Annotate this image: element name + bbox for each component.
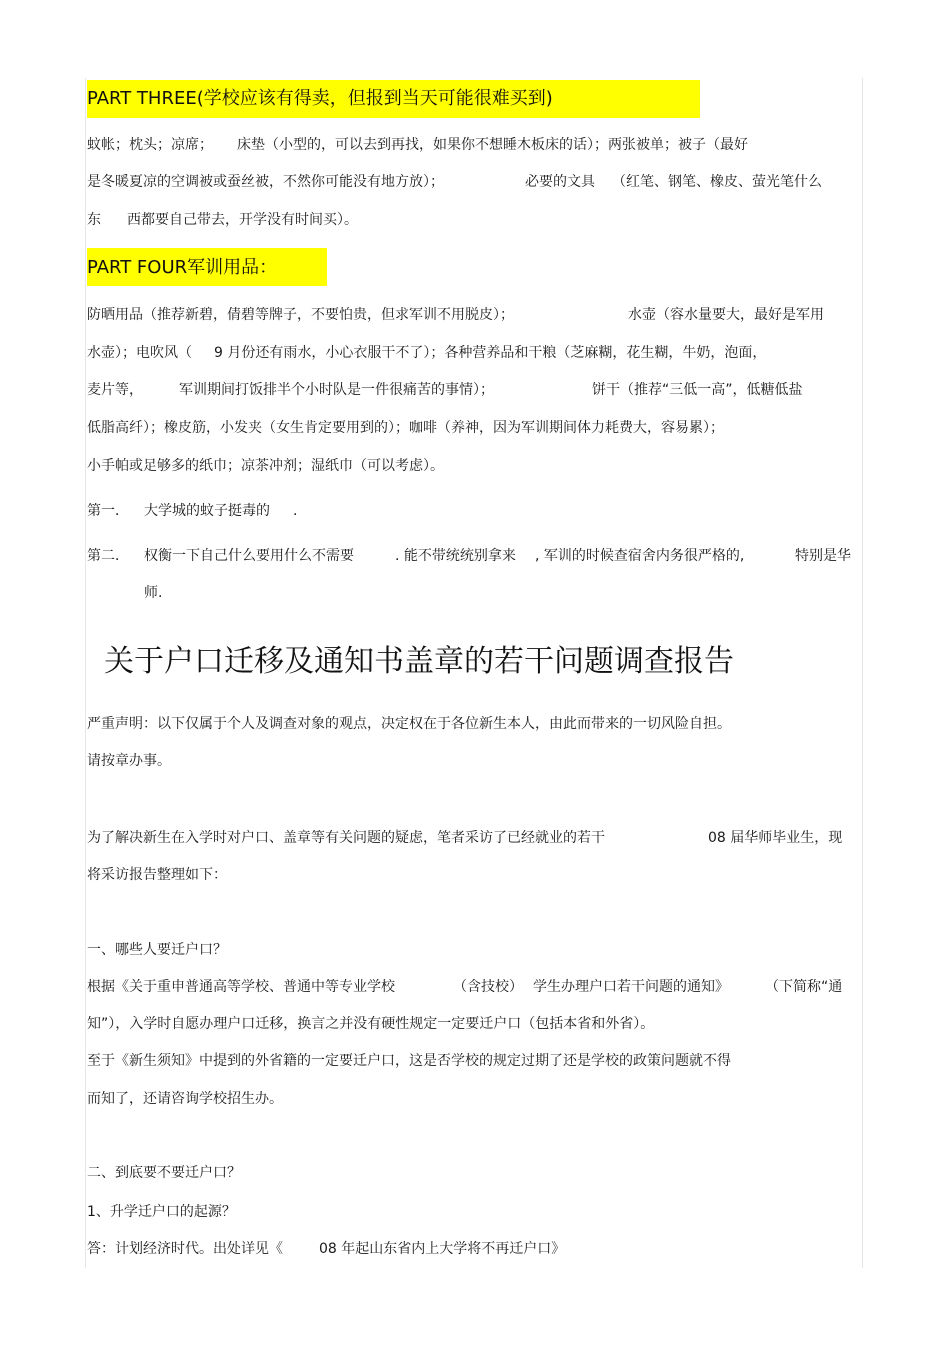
question-2-sub-1: 1、升学迁户口的起源？: [87, 1204, 236, 1220]
part-four-heading: PART FOUR军训用品：: [87, 257, 278, 278]
question-2-heading: 二、到底要不要迁户口？: [87, 1165, 241, 1181]
para-1-line-4: 而知了，还请咨询学校招生办。: [87, 1091, 283, 1107]
part-three-line-2-c: （红笔、钢笔、橡皮、萤光笔什么: [612, 174, 822, 190]
part-four-line-3-a: 麦片等，: [87, 382, 143, 398]
part-three-line-1-b: 床垫（小型的，可以去到再找，如果你不想睡木板床的话）；两张被单；被子（最好: [237, 137, 748, 153]
part-three-line-3-b: 西都要自己带去，开学没有时间买）。: [127, 212, 358, 228]
answer-1-b: 08 年起山东省内上大学将不再迁户口》: [319, 1241, 566, 1257]
part-four-line-3-c: 饼干（推荐“三低一高”，低糖低盐: [592, 382, 803, 398]
para-1-line-2: 知”），入学时自愿办理户口迁移，换言之并没有硬性规定一定要迁户口（包括本省和外省）。: [87, 1016, 655, 1032]
para-1-b: （含技校）: [453, 979, 523, 995]
part-four-line-5: 小手帕或足够多的纸巾；凉茶冲剂；湿纸巾（可以考虑）。: [87, 458, 444, 474]
note-1-label: 第一．: [87, 503, 129, 519]
part-four-line-1-a: 防晒用品（推荐新碧，倩碧等牌子，不要怕贵，但求军训不用脱皮）；: [87, 307, 514, 323]
intro-line-2: 将采访报告整理如下：: [87, 867, 227, 883]
page-border-left: [85, 78, 86, 1268]
note-2-b: . 能不带统统别拿来: [395, 548, 516, 564]
question-1-heading: 一、哪些人要迁户口？: [87, 942, 227, 958]
note-2-d: 特别是华: [795, 548, 851, 564]
part-four-line-2-a: 水壶）；电吹风（: [87, 345, 192, 361]
intro-line-1-b: 08 届华师毕业生，现: [708, 830, 843, 846]
declaration: 严重声明：以下仅属于个人及调查对象的观点，决定权在于各位新生本人，由此而带来的一切风险自担。: [87, 716, 731, 732]
report-title: 关于户口迁移及通知书盖章的若干问题调查报告: [104, 644, 734, 679]
part-three-line-2-a: 是冬暖夏凉的空调被或蚕丝被，不然你可能没有地方放）；: [87, 174, 444, 190]
part-four-line-2-b: 9 月份还有雨水，小心衣服干不了）；各种营养品和干粮（芝麻糊，花生糊，牛奶，泡面，: [214, 345, 767, 361]
para-1-c: 学生办理户口若干问题的通知》: [533, 979, 729, 995]
answer-1-a: 答：计划经济时代。出处详见《: [87, 1241, 283, 1257]
page-border-right: [862, 78, 863, 1268]
part-four-line-3-b: 军训期间打饭排半个小时队是一件很痛苦的事情）；: [179, 382, 494, 398]
para-1-a: 根据《关于重申普通高等学校、普通中等专业学校: [87, 979, 395, 995]
para-1-d: （下简称“通: [765, 979, 843, 995]
note-2-text: 权衡一下自己什么要用什么不需要: [144, 548, 354, 564]
part-three-line-1-a: 蚊帐；枕头；凉席；: [87, 137, 213, 153]
part-four-line-1-b: 水壶（容水量要大，最好是军用: [628, 307, 824, 323]
note-1-end: .: [293, 503, 298, 519]
intro-line-1-a: 为了解决新生在入学时对户口、盖章等有关问题的疑虑，笔者采访了已经就业的若干: [87, 830, 605, 846]
part-four-line-4: 低脂高纤）；橡皮筋，小发夹（女生肯定要用到的）；咖啡（养神，因为军训期间体力耗费大，容易累）；: [87, 420, 724, 436]
part-three-line-2-b: 必要的文具: [525, 174, 595, 190]
note-2-c: , 军训的时候查宿舍内务很严格的,: [535, 548, 745, 564]
note-1-text: 大学城的蚊子挺毒的: [144, 503, 270, 519]
part-three-line-3-a: 东: [87, 212, 101, 228]
note-2-label: 第二．: [87, 548, 129, 564]
para-1-line-3: 至于《新生须知》中提到的外省籍的一定要迁户口，这是否学校的规定过期了还是学校的政策问题就不得: [87, 1053, 731, 1069]
part-three-heading: PART THREE(学校应该有得卖，但报到当天可能很难买到): [87, 88, 553, 109]
note-2-e: 师.: [144, 585, 163, 601]
declaration-2: 请按章办事。: [87, 753, 171, 769]
